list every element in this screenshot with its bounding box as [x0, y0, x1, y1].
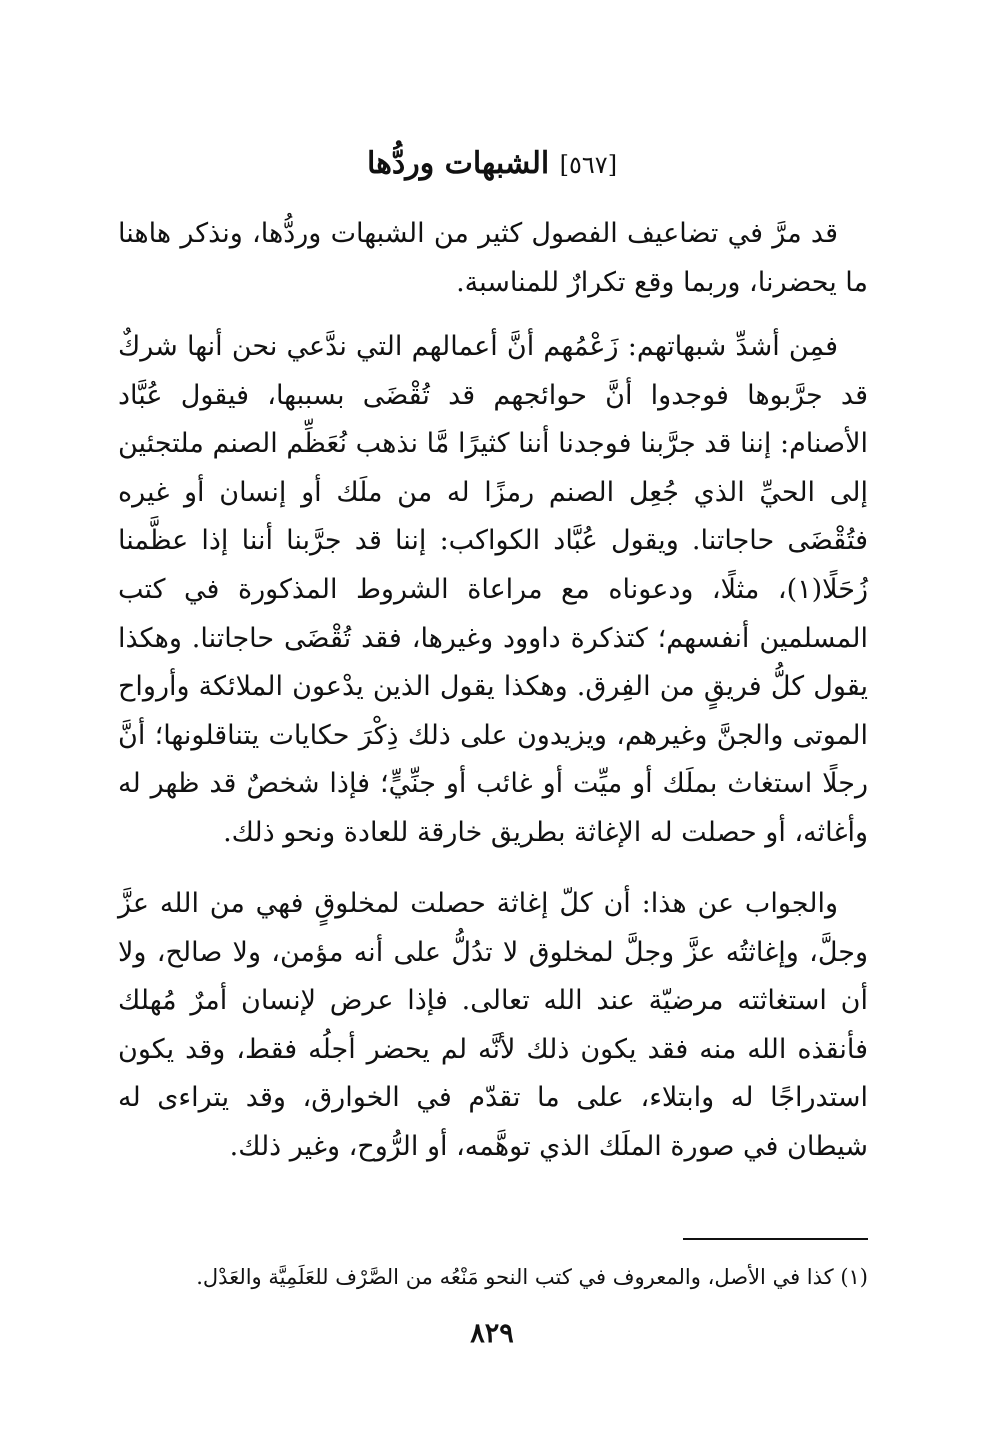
section-heading	[0, 142, 984, 187]
paragraph-answer	[118, 880, 868, 1172]
section-number: [٥٦٧]	[559, 151, 618, 179]
paragraph-text: والجواب عن هذا: أن كلّ إغاثة حصلت لمخلوقٍ فهي من الله عزَّ وجلَّ، وإغاثتُه عزَّ وجلَّ لمخلوق لا تدُلُّ على أنه مؤمن، ولا صالح، ولا أن استغاثته مرضيّة عند الله تعالى. فإذا عرض لإنسان أمرٌ مُهلك فأنقذه الله منه فقد يكون ذلك لأنَّه لم يحضر أجلُه فقط، وقد يكون استدراجًا له وابتلاء، على ما تقدّم في الخوارق، وقد يتراءى له شيطان في صورة الملَك الذي توهَّمه، أو الرُّوح، وغير ذلك.	[118, 888, 868, 1162]
section-title: الشبهات وردُّها	[366, 146, 550, 181]
footnote-separator	[683, 1238, 868, 1240]
page-number: ٨٢٩	[470, 1318, 514, 1349]
paragraph-intro	[118, 210, 868, 307]
paragraph-text: قد مرَّ في تضاعيف الفصول كثير من الشبهات وردُّها، ونذكر هاهنا ما يحضرنا، وربما وقع تكرارٌ للمناسبة.	[118, 218, 868, 298]
paragraph-text: فمِن أشدِّ شبهاتهم: زَعْمُهم أنَّ أعمالهم التي ندَّعي نحن أنها شركٌ قد جرَّبوها فوجدوا أنَّ حوائجهم قد تُقْضَى بسببها، فيقول عُبَّاد الأصنام: إننا قد جرَّبنا فوجدنا أننا كثيرًا مَّا نذهب نُعَظِّم الصنم ملتجئين إلى الحيِّ الذي جُعِل الصنم رمزًا له من ملَك أو إنسان أو غيره فتُقْضَى حاجاتنا. ويقول عُبَّاد الكواكب: إننا قد جرَّبنا أننا إذا عظَّمنا زُحَلًا(١)، مثلًا، ودعوناه مع مراعاة الشروط المذكورة في كتب المسلمين أنفسهم؛ كتذكرة داوود وغيرها، فقد تُقْضَى حاجاتنا. وهكذا يقول كلُّ فريقٍ من الفِرق. وهكذا يقول الذين يدْعون الملائكة وأرواح الموتى والجنَّ وغيرهم، ويزيدون على ذلك ذِكْرَ حكايات يتناقلونها؛ أنَّ رجلًا استغاث بملَك أو ميِّت أو غائب أو جنِّيٍّ؛ فإذا شخصٌ قد ظهر له وأغاثه، أو حصلت له الإغاثة بطريق خارقة للعادة ونحو ذلك.	[118, 331, 868, 848]
footnote: (١) كذا في الأصل، والمعروف في كتب النحو مَنْعُه من الصَّرْف للعَلَمِيَّة والعَدْل.	[196, 1265, 868, 1289]
paragraph-shubha	[118, 323, 868, 858]
